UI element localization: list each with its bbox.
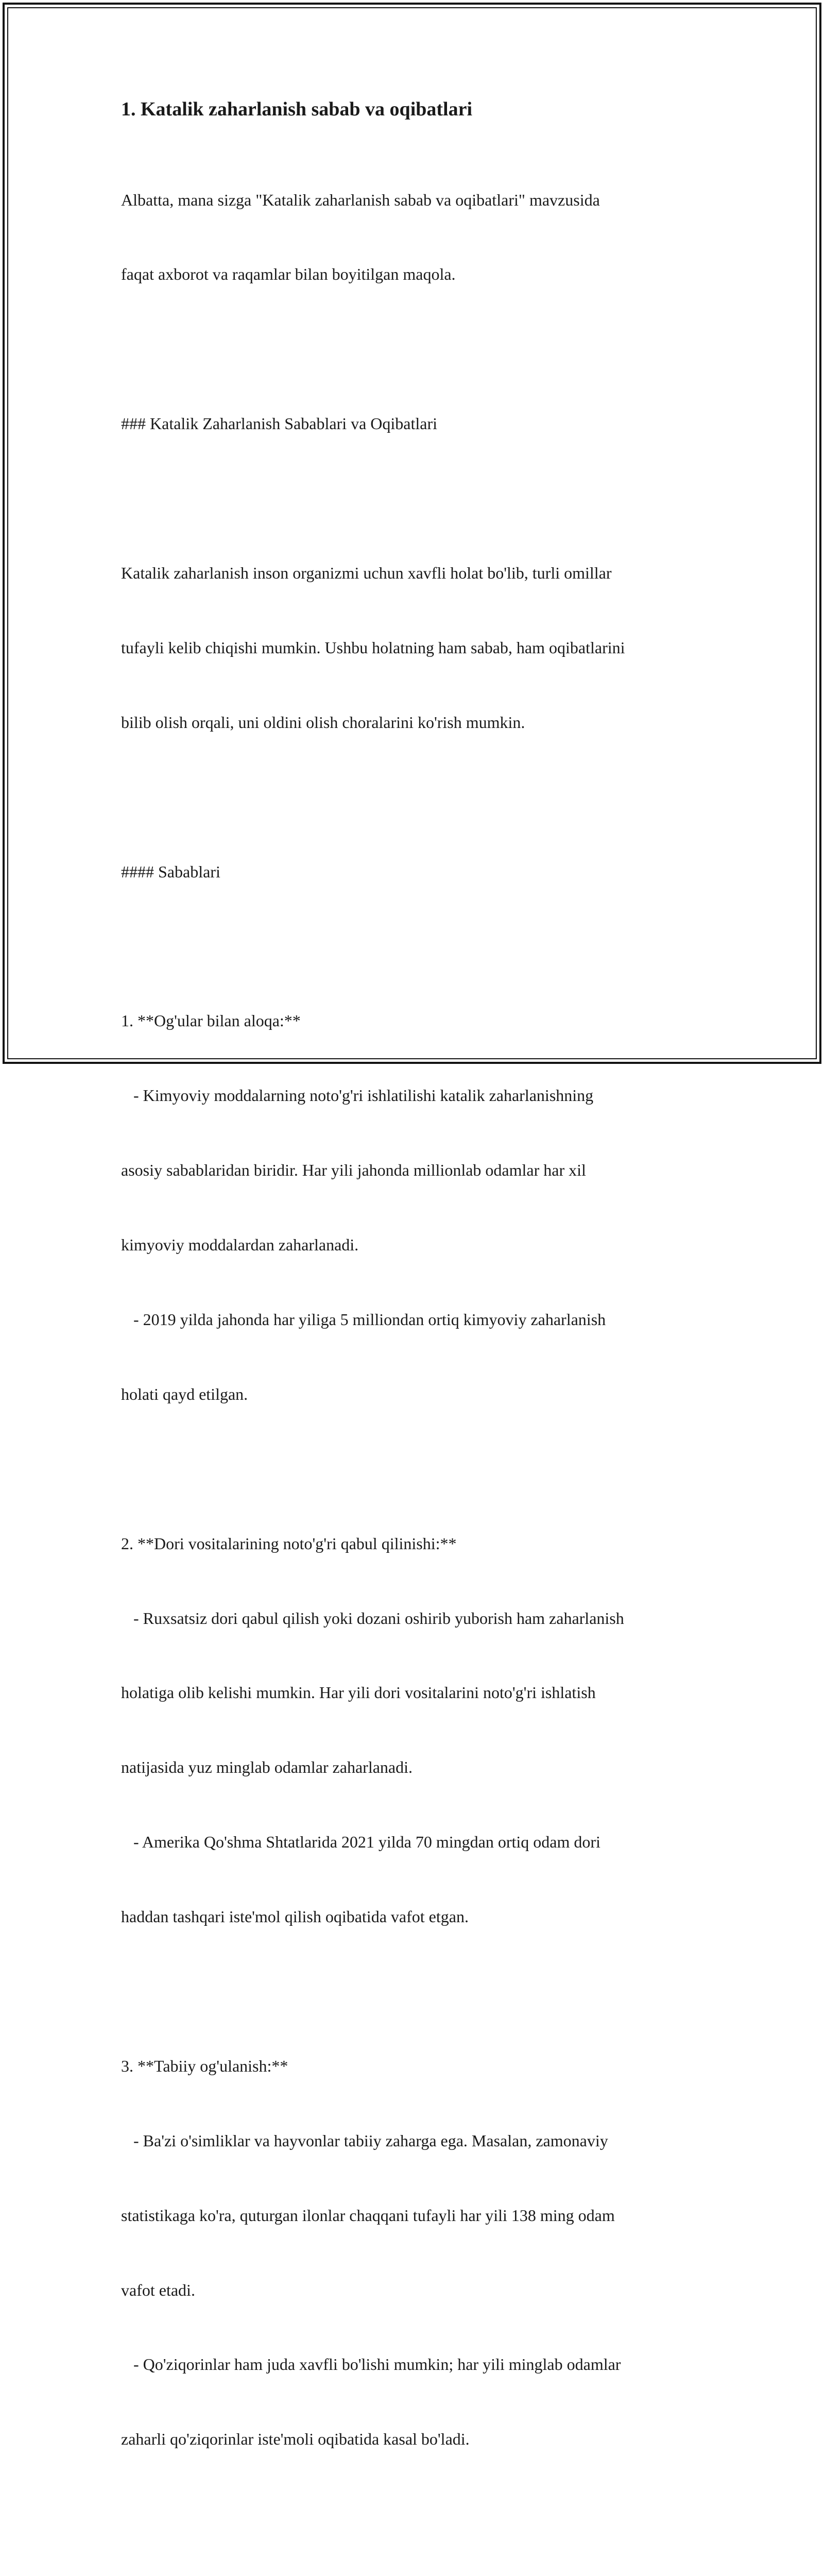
section-heading: ### Katalik Zaharlanish Sabablari va Oqibatlari [121, 414, 438, 433]
text-line: holatiga olib kelishi mumkin. Har yili dori vositalarini noto'g'ri ishlatish [121, 1683, 596, 1702]
blank-line [121, 934, 625, 959]
document-body [121, 138, 625, 2576]
blank-line [121, 2501, 625, 2526]
blank-line [121, 785, 625, 809]
text-line: bilib olish orqali, uni oldini olish choralarini ko'rish mumkin. [121, 713, 525, 732]
text-line: - 2019 yilda jahonda har yiliga 5 milliondan ortiq kimyoviy zaharlanish [121, 1310, 606, 1329]
blank-line [121, 1456, 625, 1481]
text-line: Katalik zaharlanish inson organizmi uchun xavfli holat bo'lib, turli omillar [121, 564, 612, 583]
text-line: asosiy sabablaridan biridir. Har yili jahonda millionlab odamlar har xil [121, 1161, 586, 1180]
blank-line [121, 486, 625, 511]
subsection-heading: #### Sabablari [121, 862, 220, 881]
text-line: - Amerika Qo'shma Shtatlarida 2021 yilda 70 mingdan ortiq odam dori [121, 1833, 600, 1852]
text-line: faqat axborot va raqamlar bilan boyitilgan maqola. [121, 265, 456, 284]
list-item-heading: 2. **Dori vositalarining noto'g'ri qabul qilinishi:** [121, 1534, 457, 1553]
blank-line [121, 1979, 625, 2004]
text-line: vafot etadi. [121, 2280, 195, 2299]
text-line: - Kimyoviy moddalarning noto'g'ri ishlatilishi katalik zaharlanishning [121, 1086, 594, 1105]
text-line: holati qayd etilgan. [121, 1384, 248, 1403]
text-line: - Qo'ziqorinlar ham juda xavfli bo'lishi mumkin; har yili minglab odamlar [121, 2355, 621, 2374]
text-line: natijasida yuz minglab odamlar zaharlanadi. [121, 1758, 413, 1777]
text-line: kimyoviy moddalardan zaharlanadi. [121, 1235, 359, 1255]
text-line: - Ba'zi o'simliklar va hayvonlar tabiiy zaharga ega. Masalan, zamonaviy [121, 2131, 608, 2150]
text-line: Albatta, mana sizga "Katalik zaharlanish sabab va oqibatlari" mavzusida [121, 190, 600, 209]
text-line: zaharli qo'ziqorinlar iste'moli oqibatida kasal bo'ladi. [121, 2430, 470, 2449]
text-line: statistikaga ko'ra, quturgan ilonlar chaqqani tufayli har yili 138 ming odam [121, 2206, 615, 2225]
text-line: tufayli kelib chiqishi mumkin. Ushbu holatning ham sabab, ham oqibatlarini [121, 638, 625, 657]
list-item-heading: 1. **Og'ular bilan aloqa:** [121, 1011, 301, 1030]
blank-line [121, 336, 625, 361]
list-item-heading: 3. **Tabiiy og'ulanish:** [121, 2056, 288, 2075]
text-line: - Ruxsatsiz dori qabul qilish yoki dozani oshirib yuborish ham zaharlanish [121, 1608, 624, 1628]
document-title: 1. Katalik zaharlanish sabab va oqibatlari [121, 98, 473, 120]
text-line: haddan tashqari iste'mol qilish oqibatida vafot etgan. [121, 1907, 469, 1926]
